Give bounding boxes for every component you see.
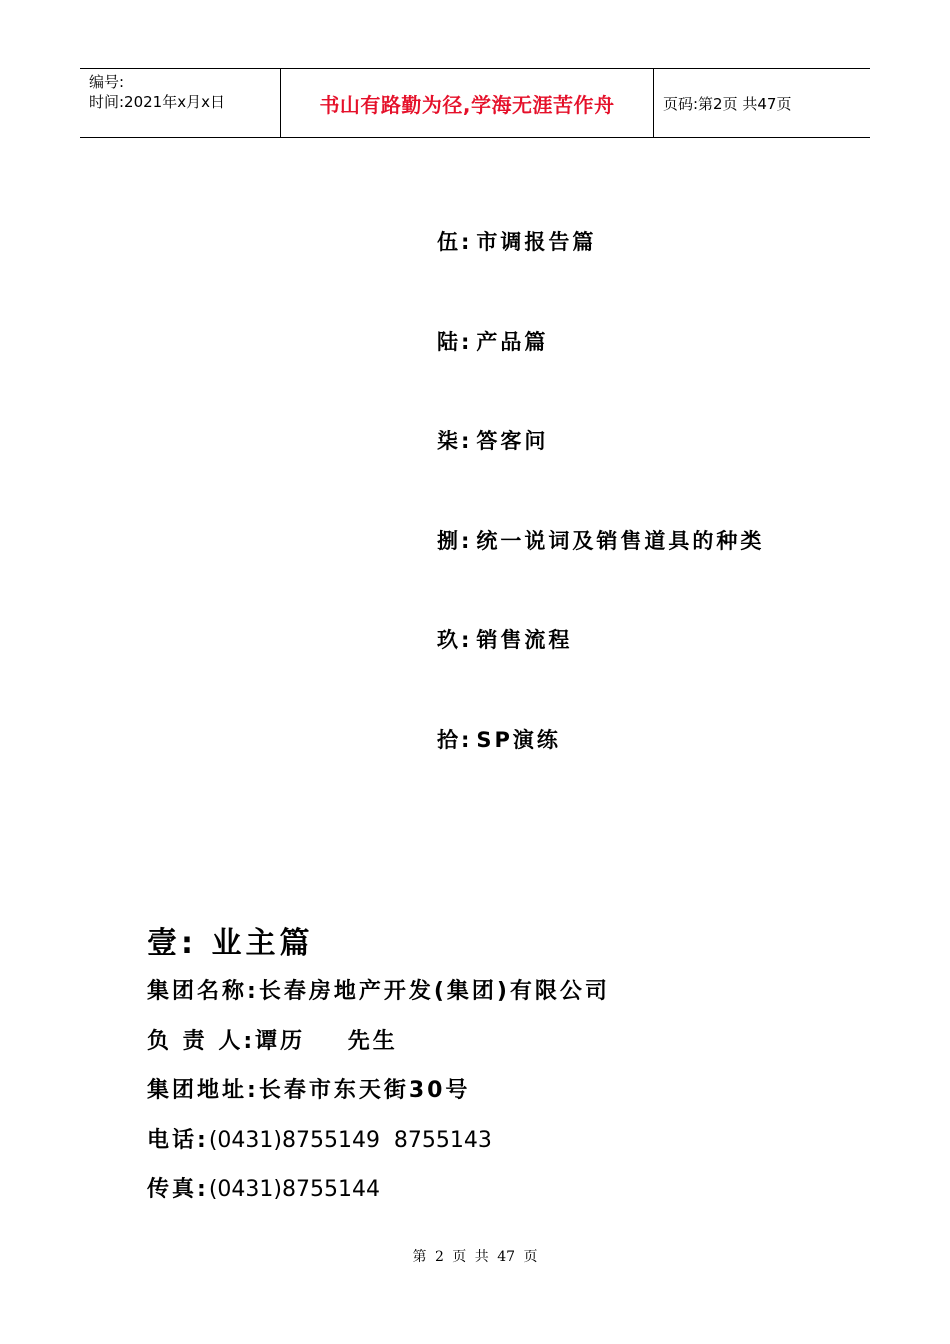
fax-value: (0431)8755144 <box>208 1177 380 1202</box>
fax-row <box>147 1172 380 1203</box>
toc-item-label: 玖 <box>437 628 461 652</box>
toc-separator: : <box>461 728 473 752</box>
phone-label: 电话: <box>147 1128 209 1153</box>
toc-item-label: 柒 <box>437 429 461 453</box>
address-row <box>147 1073 470 1104</box>
company-row <box>147 974 610 1005</box>
person-row <box>147 1024 398 1055</box>
phone-value: (0431)8755149 8755143 <box>208 1128 492 1153</box>
header-page-info: 页码:第2页 共47页 <box>663 94 792 113</box>
company-value: 长春房地产开发(集团)有限公司 <box>258 979 610 1004</box>
toc-separator: : <box>461 628 473 652</box>
toc-item-title: 市调报告篇 <box>476 230 597 254</box>
page-header <box>80 68 870 138</box>
address-value: 长春市东天街30号 <box>258 1078 471 1103</box>
header-motto: 书山有路勤为径,学海无涯苦作舟 <box>319 92 615 117</box>
document-date: 时间:2021年x月x日 <box>89 93 225 111</box>
phone-row <box>147 1123 492 1154</box>
toc-item <box>437 724 561 754</box>
header-motto-cell <box>281 69 654 137</box>
toc-separator: : <box>461 330 473 354</box>
toc-separator: : <box>461 230 473 254</box>
person-label: 负 责 人: <box>147 1029 256 1054</box>
toc-item-label: 拾 <box>437 728 461 752</box>
person-value: 谭历 先生 <box>255 1029 398 1054</box>
toc-item <box>437 525 764 555</box>
toc-item-title: SP演练 <box>476 728 561 752</box>
toc-item-title: 答客问 <box>476 429 549 453</box>
header-page-info-cell <box>654 69 870 137</box>
page-footer: 第 2 页 共 47 页 <box>412 1249 538 1265</box>
toc-separator: : <box>461 529 473 553</box>
company-label: 集团名称: <box>147 979 259 1004</box>
toc-item <box>437 425 548 455</box>
toc-item-title: 统一说词及销售道具的种类 <box>476 529 765 553</box>
toc-separator: : <box>461 429 473 453</box>
toc-item-title: 销售流程 <box>476 628 573 652</box>
toc-item-label: 伍 <box>437 230 461 254</box>
toc-item-label: 陆 <box>437 330 461 354</box>
header-meta <box>80 69 281 137</box>
address-label: 集团地址: <box>147 1078 259 1103</box>
toc-item <box>437 226 596 256</box>
document-number-label: 编号: <box>89 73 125 91</box>
toc-item-title: 产品篇 <box>476 330 549 354</box>
fax-label: 传真: <box>147 1177 209 1202</box>
section-title: 壹: 业主篇 <box>147 926 314 961</box>
toc-item <box>437 326 548 356</box>
toc-item-label: 捌 <box>437 529 461 553</box>
toc-item <box>437 624 572 654</box>
owner-section <box>147 918 610 1202</box>
